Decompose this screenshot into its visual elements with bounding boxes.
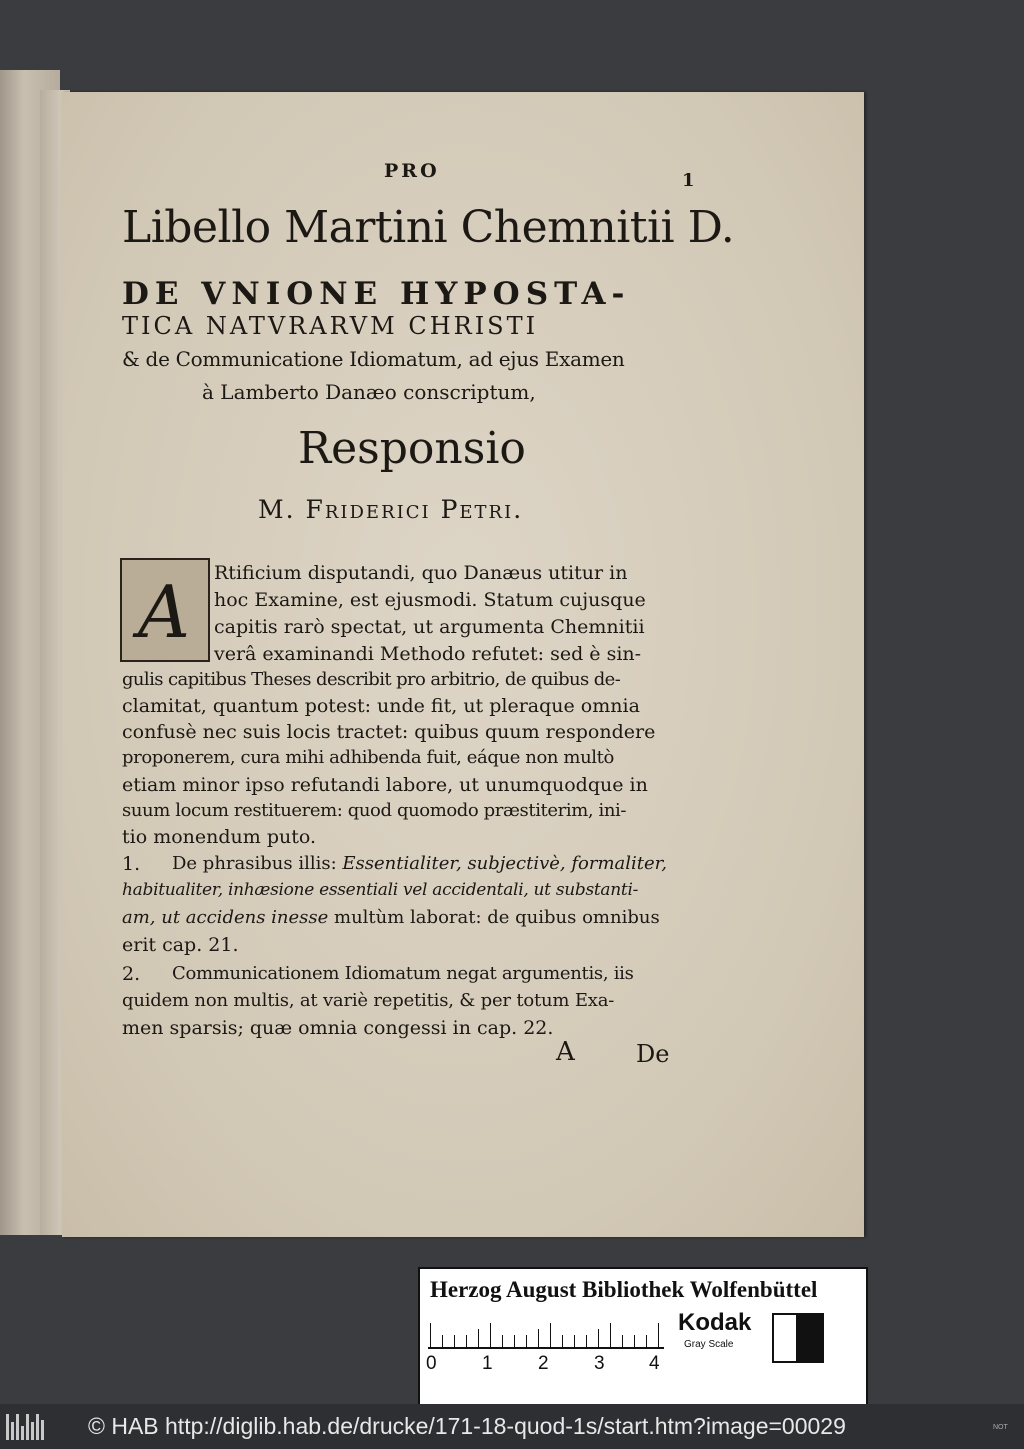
item-number: 1. <box>122 853 141 875</box>
scale-ruler <box>428 1319 664 1349</box>
body-line: gulis capitibus Theses describit pro arbitrio, de quibus de- <box>122 669 621 690</box>
body-line: confusè nec suis locis tractet: quibus quum respondere <box>122 721 656 743</box>
logo-bar <box>31 1422 34 1440</box>
black-patch <box>796 1315 822 1361</box>
scale-number: 0 <box>426 1353 437 1374</box>
initial-letter: A <box>138 570 190 654</box>
scale-number: 2 <box>538 1353 549 1374</box>
item-rest: multùm laborat: de quibus omnibus <box>328 907 660 928</box>
title-line-3: TICA NATVRARVM CHRISTI <box>122 312 539 340</box>
ruler-tick <box>574 1335 575 1347</box>
ruler-tick <box>646 1335 647 1347</box>
scale-number: 4 <box>649 1353 660 1374</box>
logo-bar <box>11 1422 14 1440</box>
item-line: erit cap. 21. <box>122 934 239 956</box>
item-line: men sparsis; quæ omnia congessi in cap. 22. <box>122 1017 554 1039</box>
item-line <box>122 907 660 928</box>
body-line: verâ examinandi Methodo refutet: sed è sin- <box>214 643 642 665</box>
page-header: PRO <box>384 160 440 182</box>
logo-bar <box>21 1426 24 1440</box>
catchword: De <box>636 1040 670 1068</box>
ruler-tick <box>598 1329 599 1347</box>
ruler-tick <box>502 1335 503 1347</box>
logo-bar <box>36 1414 39 1440</box>
item-lead: De phrasibus illis: <box>172 853 343 874</box>
ruler-tick <box>562 1335 563 1347</box>
ruler-tick <box>586 1335 587 1347</box>
ruler-tick <box>538 1329 539 1347</box>
responsio-heading: Responsio <box>298 423 526 474</box>
author-line: M. Friderici Petri. <box>258 495 524 524</box>
kodak-brand: Kodak <box>678 1309 752 1336</box>
body-line: Rtificium disputandi, quo Danæus utitur in <box>214 562 628 584</box>
ruler-tick <box>454 1335 455 1347</box>
logo-bar <box>26 1414 29 1440</box>
ruler-tick <box>514 1335 515 1347</box>
logo-bar <box>41 1420 44 1440</box>
ruler-tick <box>442 1335 443 1347</box>
footer-bar <box>0 1404 1024 1449</box>
body-line: hoc Examine, est ejusmodi. Statum cujusque <box>214 589 646 611</box>
body-line: proponerem, cura mihi adhibenda fuit, eáque non multò <box>122 747 614 768</box>
title-line-2: DE VNIONE HYPOSTA- <box>122 276 631 312</box>
ruler-tick <box>430 1323 431 1347</box>
logo-bar <box>6 1414 9 1440</box>
body-line: tio monendum puto. <box>122 826 316 848</box>
scale-number: 3 <box>594 1353 605 1374</box>
ruler-tick <box>490 1323 491 1347</box>
signature-catchword: A <box>556 1037 575 1067</box>
body-line: capitis rarò spectat, ut argumenta Chemnitii <box>214 616 645 638</box>
ruler-tick <box>634 1335 635 1347</box>
ruler-tick <box>478 1329 479 1347</box>
ruler-tick <box>466 1335 467 1347</box>
item-line <box>172 853 667 874</box>
body-line: suum locum restituerem: quod quomodo præstiterim, ini- <box>122 800 627 821</box>
item-italic: am, ut accidens inesse <box>122 907 329 928</box>
source-url[interactable]: © HAB http://diglib.hab.de/drucke/171-18-quod-1s/start.htm?image=00029 <box>88 1413 846 1439</box>
scale-number: 1 <box>482 1353 493 1374</box>
item-line: habitualiter, inhæsione essentiali vel accidentali, ut substanti- <box>122 880 639 900</box>
footer-tiny-mark: NOT <box>993 1424 1008 1431</box>
hab-logo-icon <box>6 1412 46 1440</box>
ruler-tick <box>610 1323 611 1347</box>
ruler-tick <box>658 1323 659 1347</box>
ruler-tick <box>550 1323 551 1347</box>
ruler-tick <box>622 1335 623 1347</box>
decorated-initial <box>120 558 210 662</box>
ruler-tick <box>526 1335 527 1347</box>
gray-swatch <box>772 1313 824 1363</box>
item-line: quidem non multis, at variè repetitis, & per totum Exa- <box>122 990 615 1011</box>
item-line: Communicationem Idiomatum negat argumentis, iis <box>172 963 634 984</box>
body-line: clamitat, quantum potest: unde fit, ut pleraque omnia <box>122 695 640 717</box>
library-name: Herzog August Bibliothek Wolfenbüttel <box>430 1277 818 1302</box>
title-line-4: & de Communicatione Idiomatum, ad ejus Examen <box>122 347 625 371</box>
logo-bar <box>16 1414 19 1440</box>
body-line: etiam minor ipso refutandi labore, ut unumquodque in <box>122 774 648 796</box>
library-label-card <box>418 1267 868 1406</box>
title-line-5: à Lamberto Danæo conscriptum, <box>202 380 536 404</box>
signature-mark: 1 <box>682 170 695 191</box>
gray-scale-label: Gray Scale <box>684 1339 734 1350</box>
item-number: 2. <box>122 963 141 985</box>
item-italic: Essentialiter, subjectivè, formaliter, <box>342 853 668 874</box>
title-line-1: Libello Martini Chemnitii D. <box>122 202 735 253</box>
